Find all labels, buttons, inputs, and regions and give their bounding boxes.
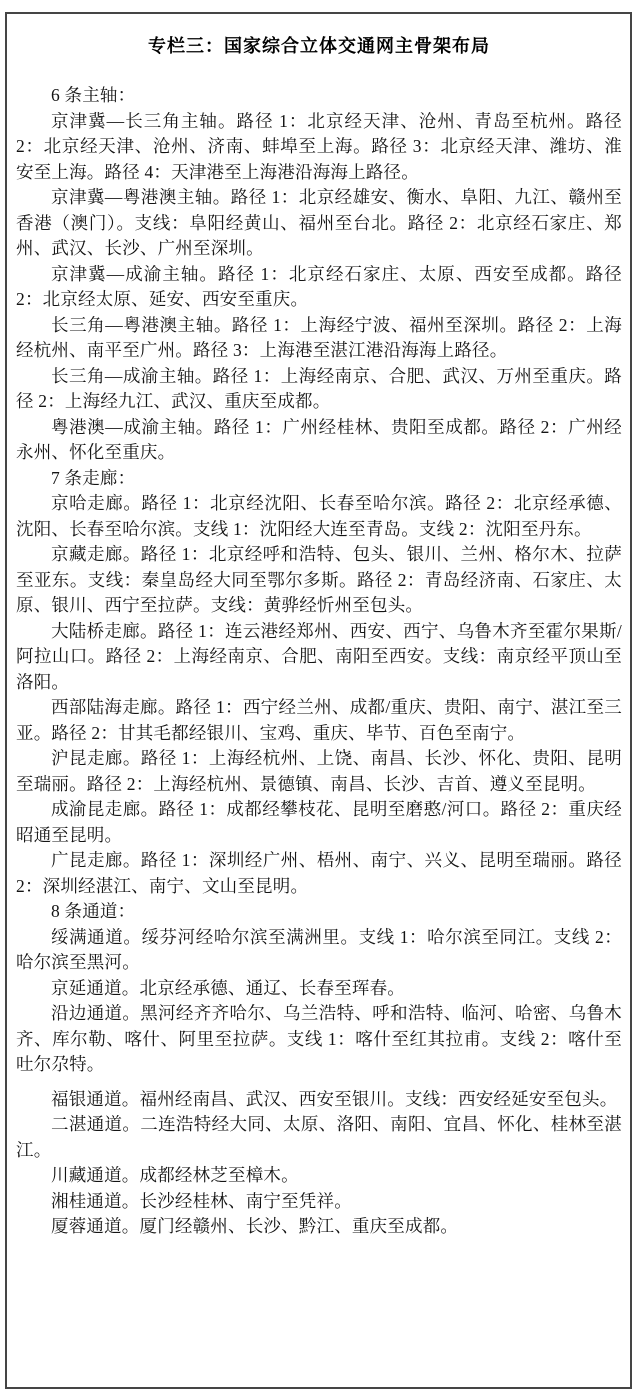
route-paragraph: 沪昆走廊。路径 1：上海经杭州、上饶、南昌、长沙、怀化、贵阳、昆明至瑞丽。路径 2：上海经杭州、景德镇、南昌、长沙、吉首、遵义至昆明。 xyxy=(16,748,622,794)
route-paragraph: 京哈走廊。路径 1：北京经沈阳、长春至哈尔滨。路径 2：北京经承德、沈阳、长春至哈尔滨。支线 1：沈阳经大连至青岛。支线 2：沈阳至丹东。 xyxy=(16,493,622,539)
list-header-paragraph: 8 条通道： xyxy=(51,901,136,921)
column-box-frame xyxy=(5,12,632,1389)
route-paragraph: 广昆走廊。路径 1：深圳经广州、梧州、南宁、兴义、昆明至瑞丽。路径 2：深圳经湛江、南宁、文山至昆明。 xyxy=(16,850,622,896)
route-paragraph: 福银通道。福州经南昌、武汉、西安至银川。支线：西安经延安至包头。 xyxy=(51,1088,618,1109)
route-paragraph: 粤港澳—成渝主轴。路径 1：广州经桂林、贵阳至成都。路径 2：广州经永州、怀化至重庆。 xyxy=(16,416,622,462)
route-paragraph: 京津冀—成渝主轴。路径 1：北京经石家庄、太原、西安至成都。路径 2：北京经太原、延安、西安至重庆。 xyxy=(16,263,622,309)
route-paragraph: 湘桂通道。长沙经桂林、南宁至凭祥。 xyxy=(51,1190,352,1211)
route-paragraph: 京津冀—长三角主轴。路径 1：北京经天津、沧州、青岛至杭州。路径 2：北京经天津、沧州、济南、蚌埠至上海。路径 3：北京经天津、潍坊、淮安至上海。路径 4：天津港至上海港沿海海上路径。 xyxy=(16,110,622,182)
route-paragraph: 成渝昆走廊。路径 1：成都经攀枝花、昆明至磨憨/河口。路径 2：重庆经昭通至昆明。 xyxy=(16,799,622,845)
route-paragraph: 长三角—成渝主轴。路径 1：上海经南京、合肥、武汉、万州至重庆。路径 2：上海经九江、武汉、重庆至成都。 xyxy=(16,365,622,411)
column-title: 专栏三：国家综合立体交通网主骨架布局 xyxy=(148,36,490,56)
route-paragraph: 厦蓉通道。厦门经赣州、长沙、黔江、重庆至成都。 xyxy=(51,1216,459,1236)
list-header-paragraph: 7 条走廊： xyxy=(51,467,136,488)
route-paragraph: 沿边通道。黑河经齐齐哈尔、乌兰浩特、呼和浩特、临河、哈密、乌鲁木齐、库尔勒、喀什、阿里至拉萨。支线 1：喀什至红其拉甫。支线 2：喀什至吐尔尕特。 xyxy=(16,1003,622,1074)
list-header-paragraph: 6 条主轴： xyxy=(51,85,136,105)
route-paragraph: 绥满通道。绥芬河经哈尔滨至满洲里。支线 1：哈尔滨至同江。支线 2：哈尔滨至黑河。 xyxy=(16,926,622,972)
route-paragraph: 西部陆海走廊。路径 1：西宁经兰州、成都/重庆、贵阳、南宁、湛江至三亚。路径 2：甘其毛都经银川、宝鸡、重庆、毕节、百色至南宁。 xyxy=(16,697,622,743)
route-paragraph: 大陆桥走廊。路径 1：连云港经郑州、西安、西宁、乌鲁木齐至霍尔果斯/阿拉山口。路径 2：上海经南京、合肥、南阳至西安。支线：南京经平顶山至洛阳。 xyxy=(16,620,622,692)
route-paragraph: 京津冀—粤港澳主轴。路径 1：北京经雄安、衡水、阜阳、九江、赣州至香港（澳门）。支线：阜阳经黄山、福州至台北。路径 2：北京经石家庄、郑州、武汉、长沙、广州至深圳。 xyxy=(16,187,622,258)
route-paragraph: 长三角—粤港澳主轴。路径 1：上海经宁波、福州至深圳。路径 2：上海经杭州、南平至广州。路径 3：上海港至湛江港沿海海上路径。 xyxy=(16,314,622,360)
route-paragraph: 京延通道。北京经承德、通辽、长春至珲春。 xyxy=(51,977,405,998)
column-body xyxy=(16,83,622,1240)
route-paragraph: 二湛通道。二连浩特经大同、太原、洛阳、南阳、宜昌、怀化、桂林至湛江。 xyxy=(16,1114,622,1160)
route-paragraph: 京藏走廊。路径 1：北京经呼和浩特、包头、银川、兰州、格尔木、拉萨至亚东。支线：秦皇岛经大同至鄂尔多斯。路径 2：青岛经济南、石家庄、太原、银川、西宁至拉萨。支线：黄骅经忻州至包头。 xyxy=(16,544,622,615)
route-paragraph: 川藏通道。成都经林芝至樟木。 xyxy=(51,1165,299,1185)
